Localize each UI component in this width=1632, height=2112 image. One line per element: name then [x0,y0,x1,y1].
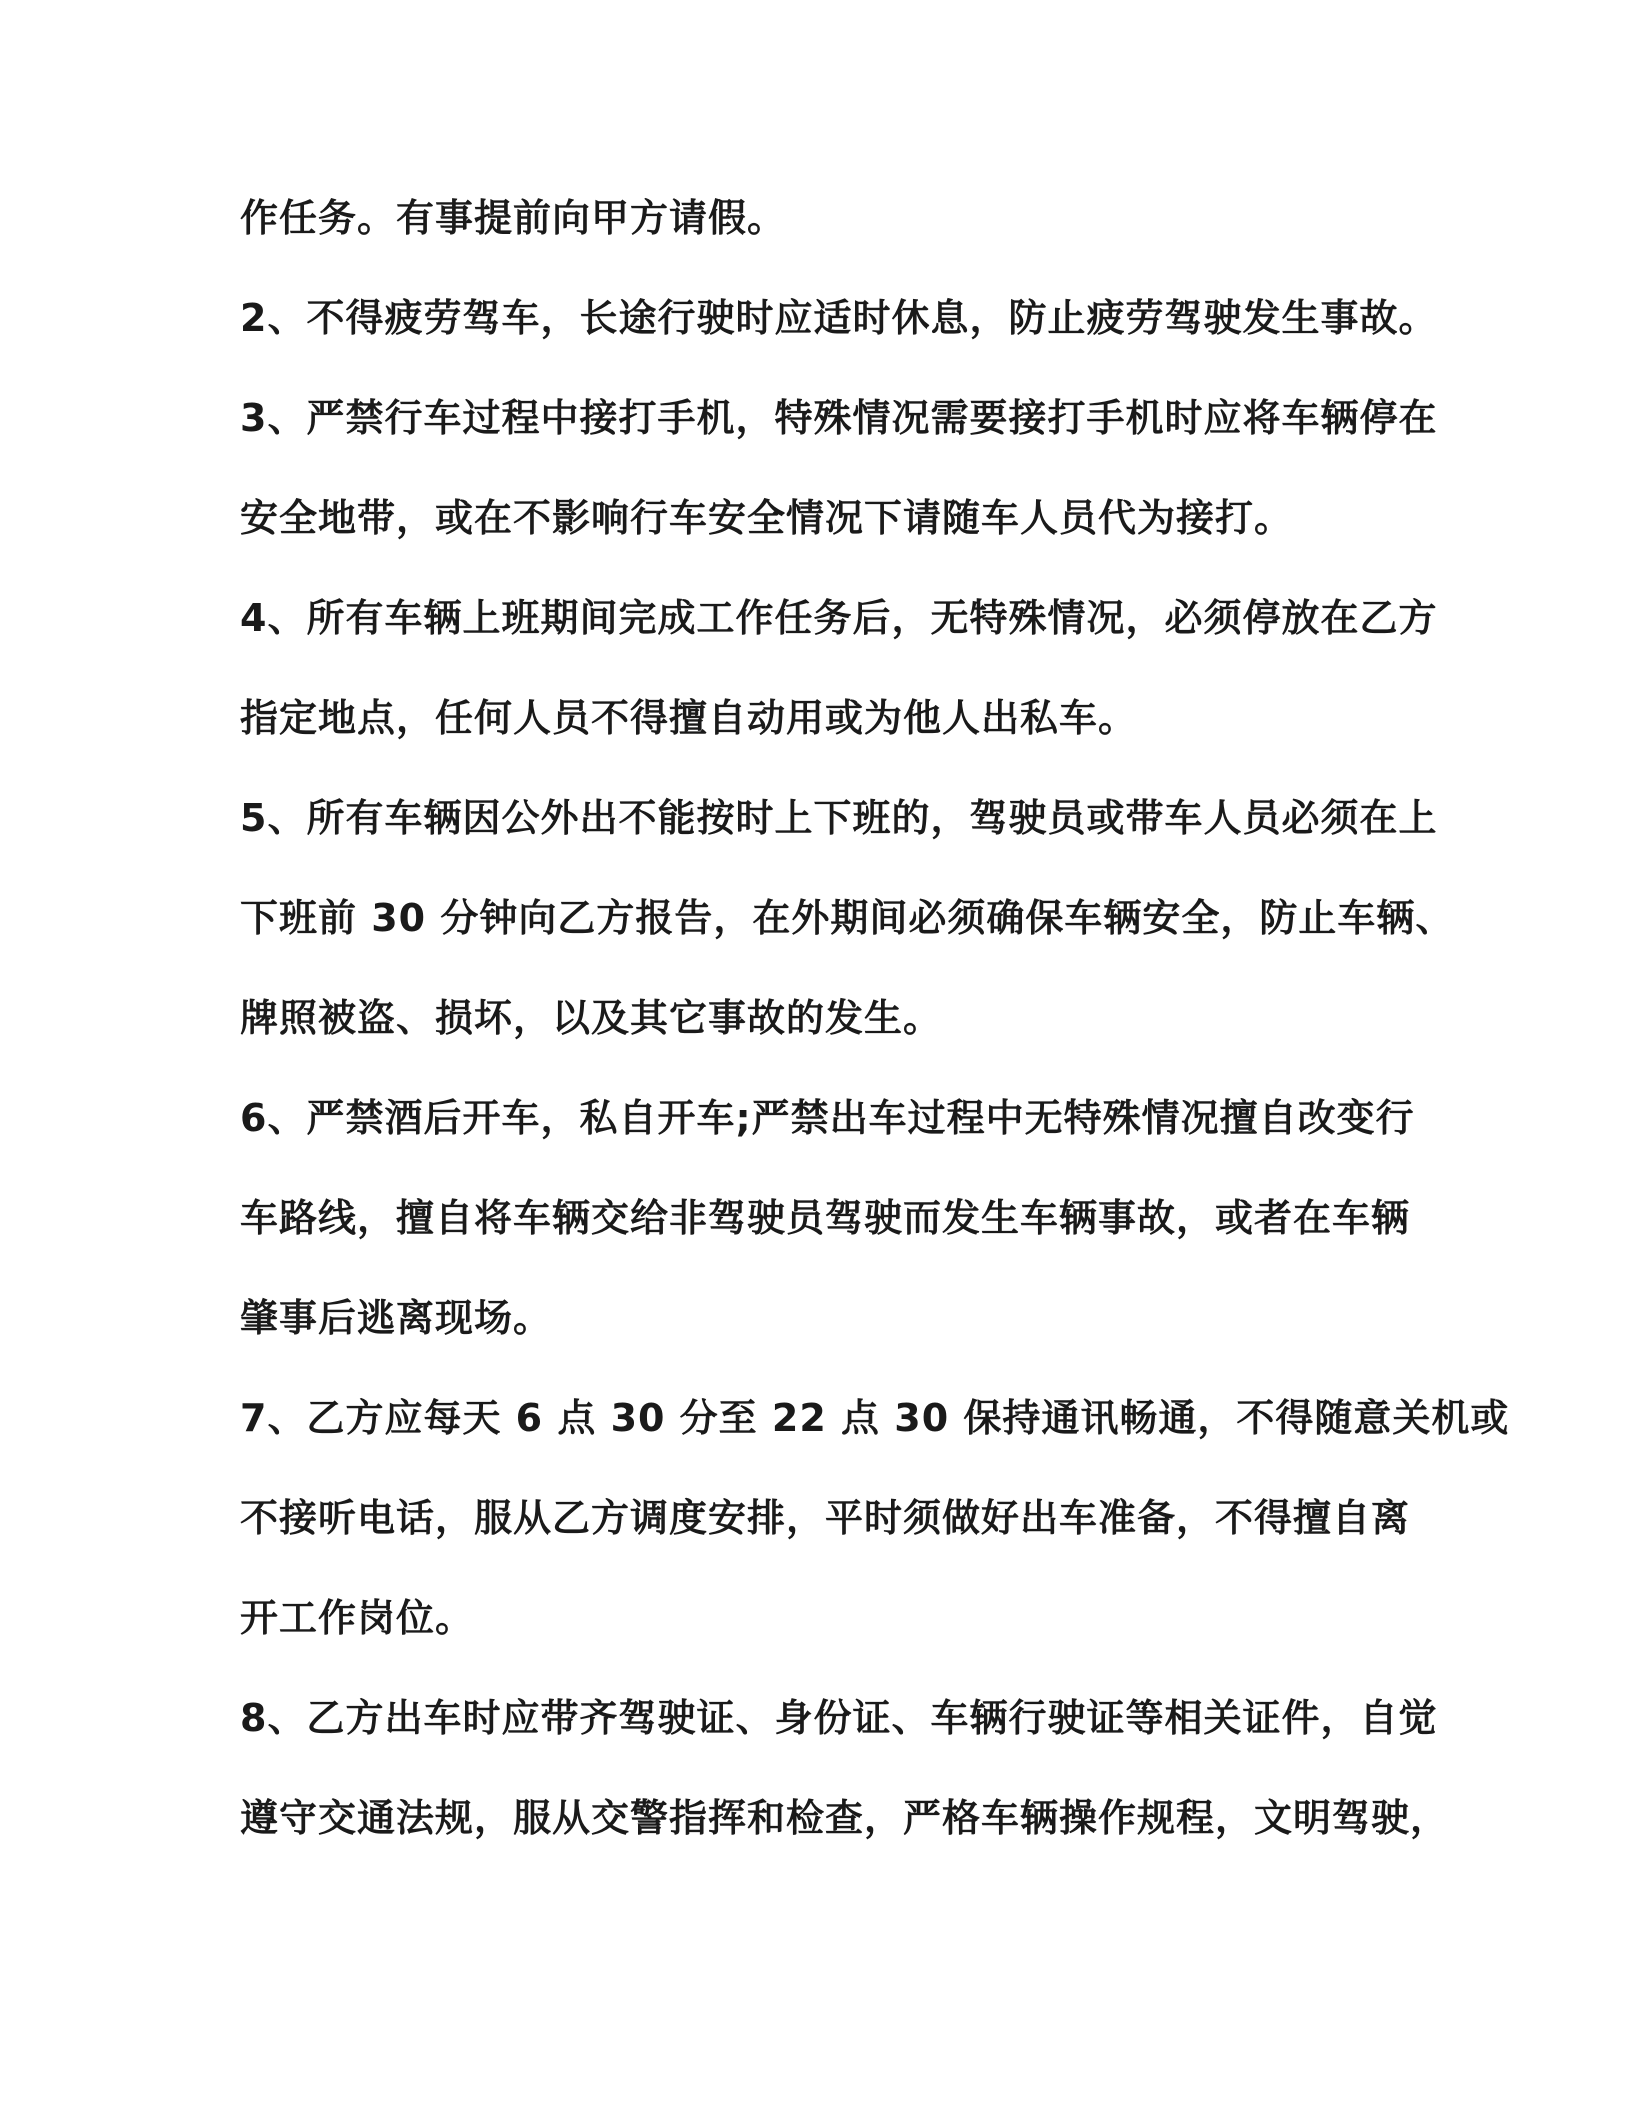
text-line: 肇事后逃离现场。 [240,1296,553,1340]
text-line: 车路线，擅自将车辆交给非驾驶员驾驶而发生车辆事故，或者在车辆 [240,1196,1411,1240]
text-line: 5、所有车辆因公外出不能按时上下班的，驾驶员或带车人员必须在上 [240,796,1438,840]
text-line: 指定地点，任何人员不得擅自动用或为他人出私车。 [240,696,1138,740]
text-line: 遵守交通法规，服从交警指挥和检查，严格车辆操作规程，文明驾驶， [240,1796,1450,1840]
text-line: 2、不得疲劳驾车，长途行驶时应适时休息，防止疲劳驾驶发生事故。 [240,296,1438,340]
text-line: 牌照被盗、损坏，以及其它事故的发生。 [240,996,943,1040]
text-line: 6、严禁酒后开车，私自开车;严禁出车过程中无特殊情况擅自改变行 [240,1096,1415,1140]
text-line: 8、乙方出车时应带齐驾驶证、身份证、车辆行驶证等相关证件，自觉 [240,1696,1438,1740]
text-line: 4、所有车辆上班期间完成工作任务后，无特殊情况，必须停放在乙方 [240,596,1438,640]
text-line: 开工作岗位。 [240,1596,475,1640]
text-line: 3、严禁行车过程中接打手机，特殊情况需要接打手机时应将车辆停在 [240,396,1438,440]
text-line: 7、乙方应每天 6 点 30 分至 22 点 30 保持通讯畅通，不得随意关机或 [240,1396,1510,1440]
text-line: 不接听电话，服从乙方调度安排，平时须做好出车准备，不得擅自离 [240,1496,1411,1540]
text-line: 下班前 30 分钟向乙方报告，在外期间必须确保车辆安全，防止车辆、 [240,896,1455,940]
text-line: 作任务。有事提前向甲方请假。 [240,196,787,240]
text-line: 安全地带，或在不影响行车安全情况下请随车人员代为接打。 [240,496,1294,540]
